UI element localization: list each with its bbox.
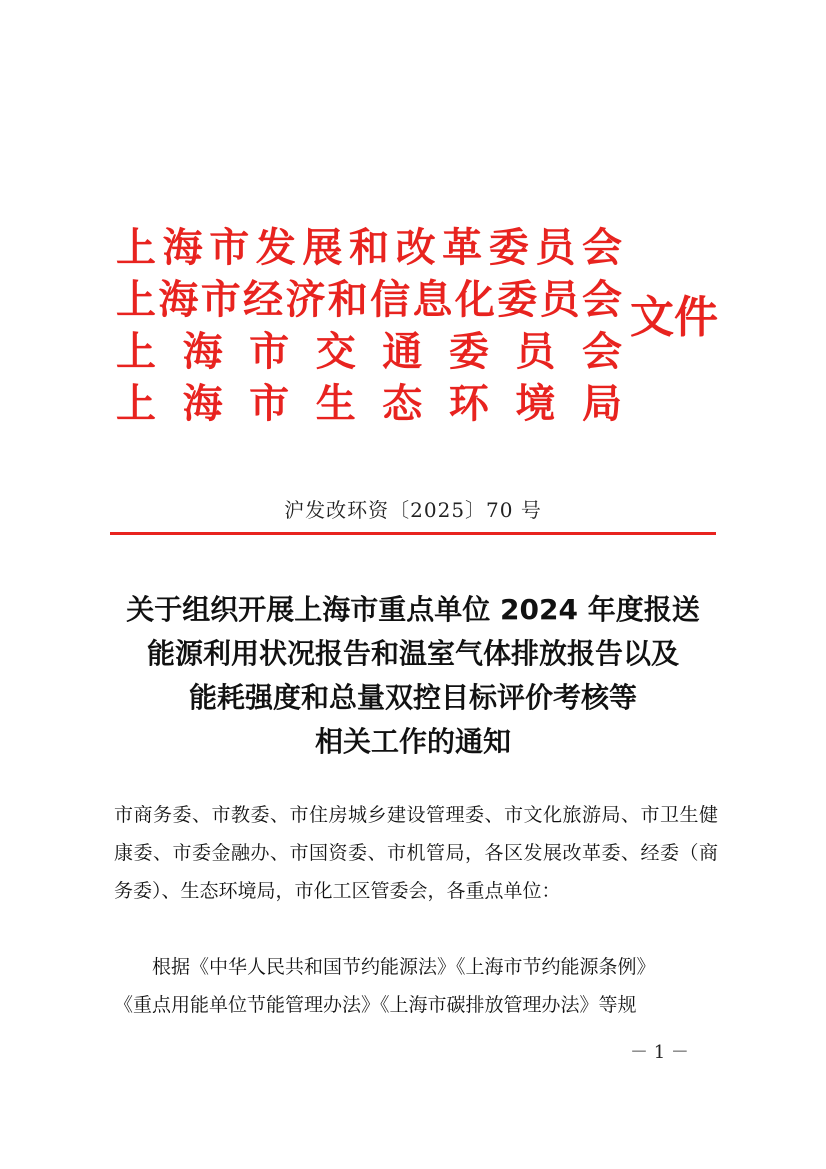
issuer-char: 信 xyxy=(370,277,411,323)
issuer-char: 环 xyxy=(448,381,489,427)
issuer-char: 委 xyxy=(448,329,489,375)
issuer-char: 市 xyxy=(249,329,290,375)
issuer-char: 化 xyxy=(454,277,495,323)
recipients: 市商务委、市教委、市住房城乡建设管理委、市文化旅游局、市卫生健康委、市委金融办、市国资委、市机管局，各区发展改革委、经委（商务委）、生态环境局，市化工区管委会，各重点单位： xyxy=(114,804,718,902)
issuer-char: 改 xyxy=(395,225,436,271)
issuer-char: 通 xyxy=(382,329,423,375)
issuer-char: 员 xyxy=(539,277,580,323)
body-line: 根据《中华人民共和国节约能源法》《上海市节约能源条例》 xyxy=(152,956,656,978)
issuer-char: 发 xyxy=(255,225,296,271)
issuer-line xyxy=(116,378,622,430)
issuer-char: 市 xyxy=(249,381,290,427)
issuer-char: 员 xyxy=(515,329,556,375)
issuer-char: 上 xyxy=(116,225,156,271)
issuer-char: 革 xyxy=(442,225,483,271)
issuer-char: 态 xyxy=(382,381,423,427)
red-divider xyxy=(110,532,716,535)
document-number: 沪发改环资〔2025〕70 号 xyxy=(284,498,542,522)
document-suffix: 文件 xyxy=(630,292,718,343)
issuer-char: 会 xyxy=(581,277,622,323)
issuer-char: 市 xyxy=(200,277,241,323)
body-line: 《重点用能单位节能管理办法》《上海市碳排放管理办法》等规 xyxy=(114,994,637,1016)
issuer-char: 境 xyxy=(515,381,556,427)
issuer-char: 海 xyxy=(158,277,199,323)
issuer-char: 息 xyxy=(412,277,453,323)
issuer-char: 济 xyxy=(285,277,326,323)
issuer-char: 展 xyxy=(302,225,343,271)
issuer-line xyxy=(116,222,622,274)
issuer-char: 生 xyxy=(315,381,356,427)
issuer-char: 员 xyxy=(535,225,576,271)
issuer-char: 上 xyxy=(116,277,156,323)
issuer-char: 交 xyxy=(315,329,356,375)
issuer-char: 海 xyxy=(182,329,223,375)
issuer-char: 会 xyxy=(581,225,622,271)
issuer-char: 海 xyxy=(182,381,223,427)
issuer-char: 上 xyxy=(116,329,156,375)
issuer-char: 委 xyxy=(488,225,529,271)
issuer-char: 经 xyxy=(243,277,284,323)
title-line: 能耗强度和总量双控目标评价考核等 xyxy=(188,681,637,714)
page-number: － 1 － xyxy=(630,1042,689,1063)
issuer-block xyxy=(116,222,622,430)
title-line: 相关工作的通知 xyxy=(314,725,511,758)
issuer-char: 和 xyxy=(327,277,368,323)
issuer-line xyxy=(116,274,622,326)
issuer-char: 会 xyxy=(581,329,622,375)
issuer-char: 市 xyxy=(209,225,250,271)
issuer-char: 局 xyxy=(581,381,622,427)
body-text xyxy=(114,948,718,1024)
issuer-char: 委 xyxy=(497,277,538,323)
issuer-char: 上 xyxy=(116,381,156,427)
title-line: 能源利用状况报告和温室气体排放报告以及 xyxy=(146,637,679,670)
title-line: 关于组织开展上海市重点单位 2024 年度报送 xyxy=(126,593,700,626)
issuer-line xyxy=(116,326,622,378)
issuer-char: 和 xyxy=(348,225,389,271)
document-title xyxy=(90,588,736,764)
issuer-char: 海 xyxy=(162,225,203,271)
